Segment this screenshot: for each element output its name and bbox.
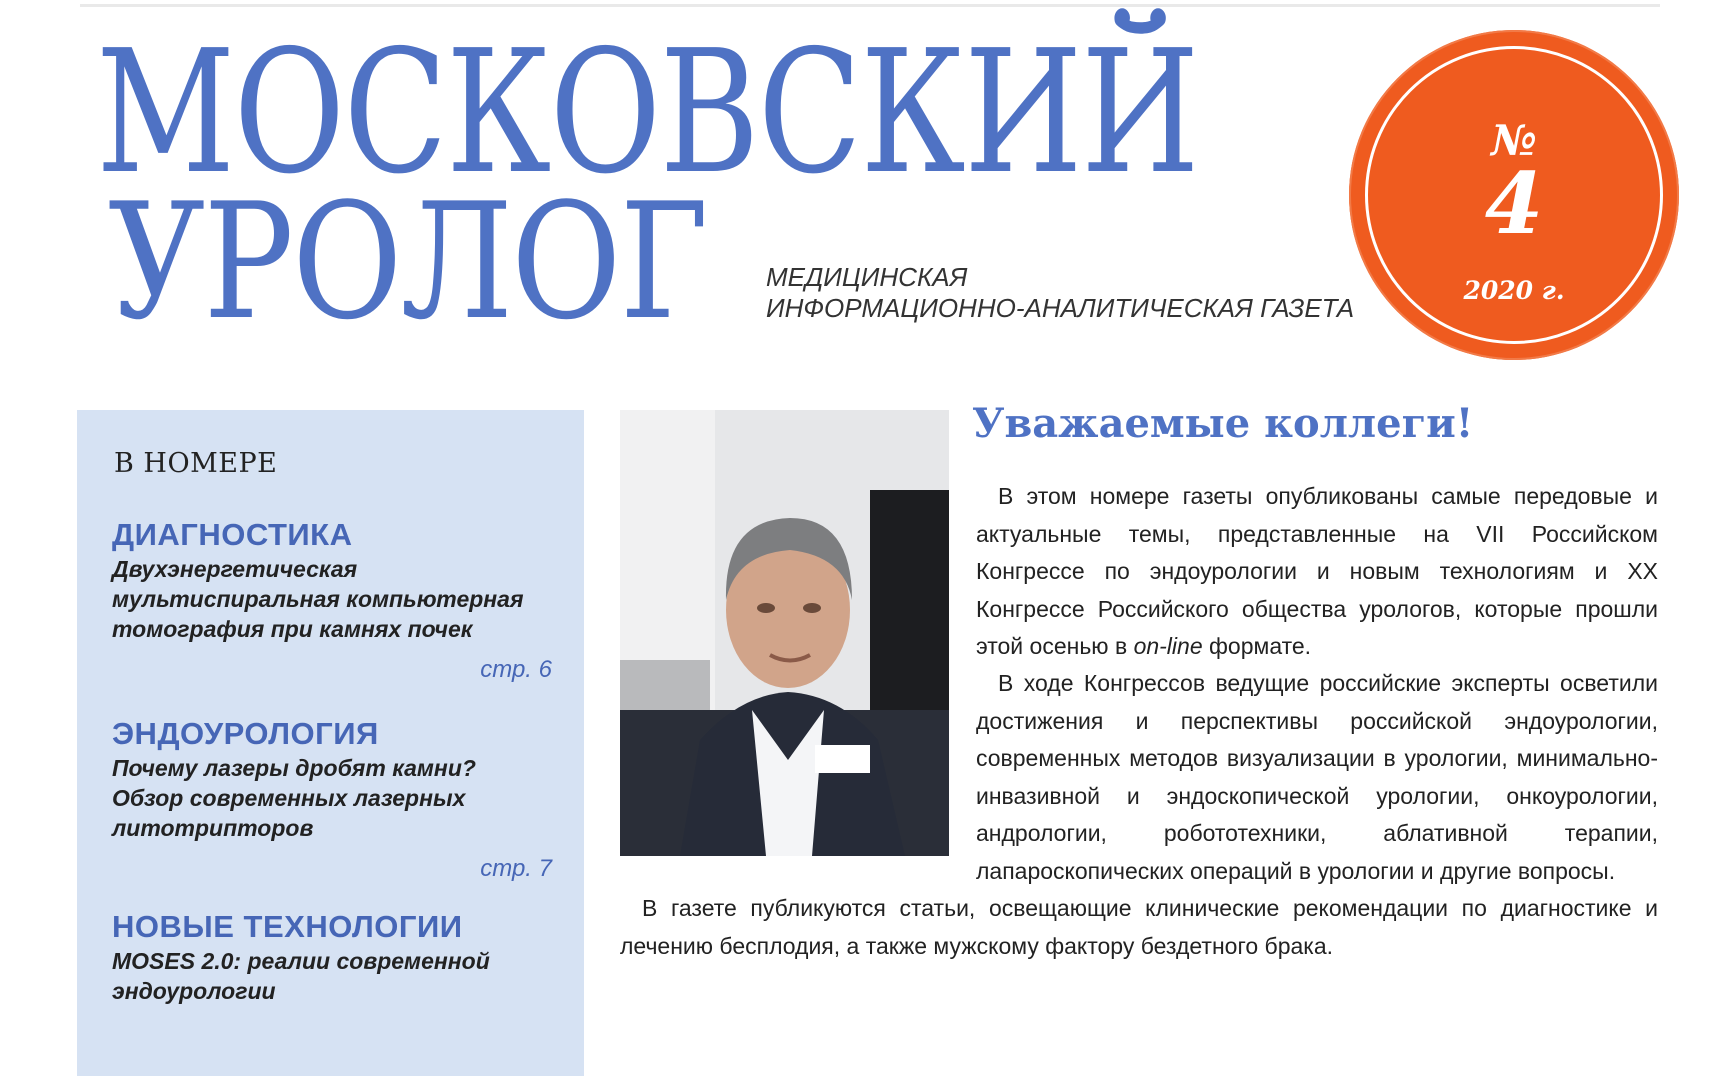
toc-item-page: стр. 6 xyxy=(480,656,552,683)
toc-item-category: ДИАГНОСТИКА xyxy=(112,517,353,552)
portrait-illustration xyxy=(620,410,949,856)
article-paragraph-2: В ходе Конгрессов ведущие российские эксперты осветили достижения и перспективы российской эндоурологии, современных методов визуализации в урологии, минимально-инвазивной и эндоскопической урологии, онкоурологии, андрологии, робототехники, аблативной терапии, лапароскопических операций в урологии и другие вопросы. xyxy=(976,670,1658,884)
issue-year: 2020 г. xyxy=(1463,276,1565,305)
table-of-contents xyxy=(77,410,584,1076)
issue-badge xyxy=(1349,30,1679,360)
article-greeting: Уважаемые коллеги! xyxy=(972,400,1474,447)
toc-heading: В НОМЕРЕ xyxy=(114,448,278,479)
article-paragraph-1 xyxy=(976,478,1658,666)
article-paragraph-3: В газете публикуются статьи, освещающие клинические рекомендации по диагностике и лечению бесплодия, а также мужскому фактору бездетного брака. xyxy=(620,895,1658,959)
subtitle-line1: МЕДИЦИНСКАЯ xyxy=(766,262,968,292)
paragraph-1-emphasis: on-line xyxy=(1133,633,1203,659)
issue-number: 4 xyxy=(1484,154,1544,253)
toc-item-category: ЭНДОУРОЛОГИЯ xyxy=(112,716,379,751)
top-rule xyxy=(80,4,1660,7)
masthead-title-line1: МОСКОВСКИЙ xyxy=(96,14,1199,212)
masthead-title-line2: УРОЛОГ xyxy=(108,168,707,355)
toc-item-new-technologies[interactable] xyxy=(112,910,552,1006)
toc-item-description: Двухэнергетическая мультиспиральная компьютерная томография при камнях почек xyxy=(112,556,524,642)
toc-item-category: НОВЫЕ ТЕХНОЛОГИИ xyxy=(112,909,463,944)
masthead-subtitle xyxy=(766,262,1354,324)
paragraph-1-ending: формате. xyxy=(1202,633,1312,659)
toc-item-endourology[interactable] xyxy=(112,717,552,883)
author-portrait xyxy=(620,410,949,856)
subtitle-line2: ИНФОРМАЦИОННО-АНАЛИТИЧЕСКАЯ ГАЗЕТА xyxy=(766,293,1355,323)
toc-item-description: Почему лазеры дробят камни? Обзор современных лазерных литотрипторов xyxy=(112,755,476,841)
toc-item-diagnostics[interactable] xyxy=(112,518,552,684)
toc-item-description: MOSES 2.0: реалии современной эндоурологии xyxy=(112,948,490,1004)
paragraph-1-text: В этом номере газеты опубликованы самые передовые и актуальные темы, представленные на VII Российском Конгрессе по эндоурологии и новым технологиям и XX Конгрессе Российского общества урологов, которые прошли этой осенью в xyxy=(976,483,1658,659)
issue-number-label: № xyxy=(1491,116,1537,165)
toc-item-page: стр. 7 xyxy=(480,855,552,882)
